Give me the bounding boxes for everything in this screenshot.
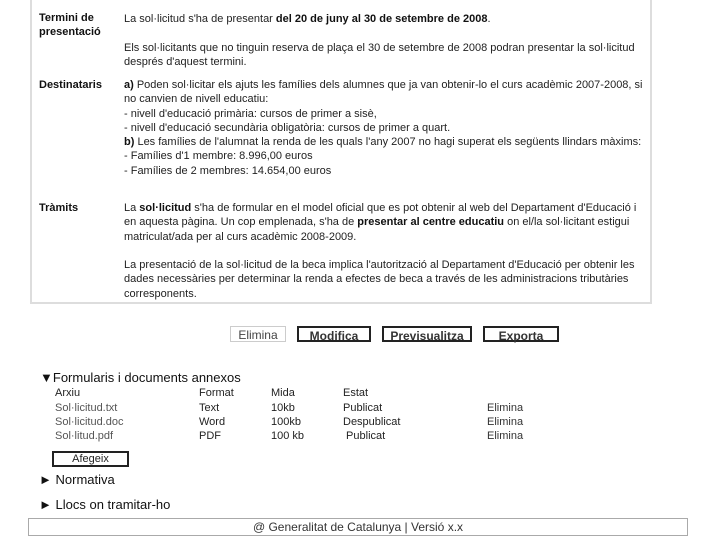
dest-b-marker: b)	[124, 136, 135, 149]
footer: @ Generalitat de Catalunya | Versió x.x	[28, 518, 688, 536]
file-size: 100kb	[271, 416, 301, 428]
file-name-link[interactable]: Sol·licitud.txt	[55, 402, 118, 414]
termini-text	[124, 12, 644, 26]
termini-label: Termini de presentació	[39, 12, 101, 38]
add-attachment-button[interactable]: Afegeix	[52, 451, 129, 467]
triangle-down-icon: ▼	[40, 370, 53, 385]
dest-a-item: - nivell d'educació secundària obligatòria: cursos de primer a quart.	[124, 121, 451, 134]
triangle-right-icon: ►	[39, 472, 52, 487]
llocs-section[interactable]	[39, 497, 170, 512]
file-delete-link[interactable]: Elimina	[487, 402, 524, 414]
dest-a-marker: a)	[124, 79, 134, 91]
col-header-estat: Estat	[343, 387, 369, 399]
normativa-section[interactable]	[39, 472, 115, 487]
delete-button[interactable]: Elimina	[230, 326, 286, 342]
info-panel	[30, 0, 652, 304]
preview-button[interactable]: Previsualitza	[382, 326, 472, 342]
termini-dates: del 20 de juny al 30 de setembre de 2008	[275, 13, 488, 25]
termini-note: Els sol·licitants que no tinguin reserva de plaça el 30 de setembre de 2008 podran presentar la sol·licitud després d'aquest termini.	[124, 42, 635, 69]
file-status: Despublicat	[343, 416, 401, 428]
tramits-text-post: on el/la sol·licitant estigui matriculat/ada per al curs acadèmic 2008-2009.	[124, 216, 630, 243]
file-name-link[interactable]: Sol·licitud.doc	[55, 416, 124, 428]
attachments-title: Formularis i documents annexos	[52, 370, 241, 385]
file-status: Publicat	[343, 402, 383, 414]
tramits-bold-2: presentar al centre educatiu	[357, 216, 505, 229]
file-format: Word	[199, 416, 226, 428]
dest-b-item: - Famílies de 2 membres: 14.654,00 euros	[124, 164, 332, 177]
modify-button[interactable]: Modifica	[297, 326, 371, 342]
destinataris-label: Destinataris	[39, 79, 102, 91]
file-format: PDF	[199, 430, 221, 442]
dest-a-item: - nivell d'educació primària: cursos de primer a sisè,	[124, 107, 377, 120]
tramits-bold-1: sol·licitud	[139, 202, 192, 214]
export-button[interactable]: Exporta	[483, 326, 559, 342]
attachments-header[interactable]	[40, 370, 241, 385]
col-header-mida: Mida	[271, 387, 295, 399]
file-name-link[interactable]: Sol·litud.pdf	[55, 430, 114, 442]
termini-text-pre: La sol·licitud s'ha de presentar	[124, 13, 276, 25]
file-delete-link[interactable]: Elimina	[487, 416, 524, 428]
file-delete-link[interactable]: Elimina	[487, 430, 524, 442]
termini-text-post: .	[487, 13, 491, 25]
tramits-text-pre: La	[124, 202, 140, 214]
tramits-label: Tràmits	[39, 202, 79, 214]
file-size: 100 kb	[271, 430, 305, 442]
col-header-format: Format	[199, 387, 234, 399]
triangle-right-icon: ►	[39, 497, 52, 512]
tramits-text-mid: s'ha de formular en el model oficial que es pot obtenir al web del Departament d'Educació i en aquesta pàgina. Un cop emplenada, s'ha de	[124, 202, 637, 229]
dest-a-text: Poden sol·licitar els ajuts les famílies dels alumnes que ja van obtenir-lo el curs acadèmic 2007-2008, si no canvien de nivell educatiu:	[124, 79, 643, 106]
llocs-title: Llocs on tramitar-ho	[55, 497, 171, 512]
dest-b-text: Les famílies de l'alumnat la renda de les quals l'any 2007 no hagi superat els següents llindars màxims:	[134, 136, 642, 149]
destinataris-text	[124, 78, 644, 178]
col-header-arxiu: Arxiu	[55, 387, 81, 399]
tramits-note: La presentació de la sol·licitud de la beca implica l'autorització al Departament d'Educació per obtenir les dades necessàries per determinar la renda a efectes de beca a través de les administracions tributàries corresponents.	[124, 259, 635, 300]
normativa-title: Normativa	[55, 472, 115, 487]
file-status: Publicat	[343, 430, 386, 442]
file-size: 10kb	[271, 402, 295, 414]
file-format: Text	[199, 402, 220, 414]
dest-b-item: - Famílies d'1 membre: 8.996,00 euros	[124, 150, 313, 163]
tramits-text	[124, 201, 644, 244]
